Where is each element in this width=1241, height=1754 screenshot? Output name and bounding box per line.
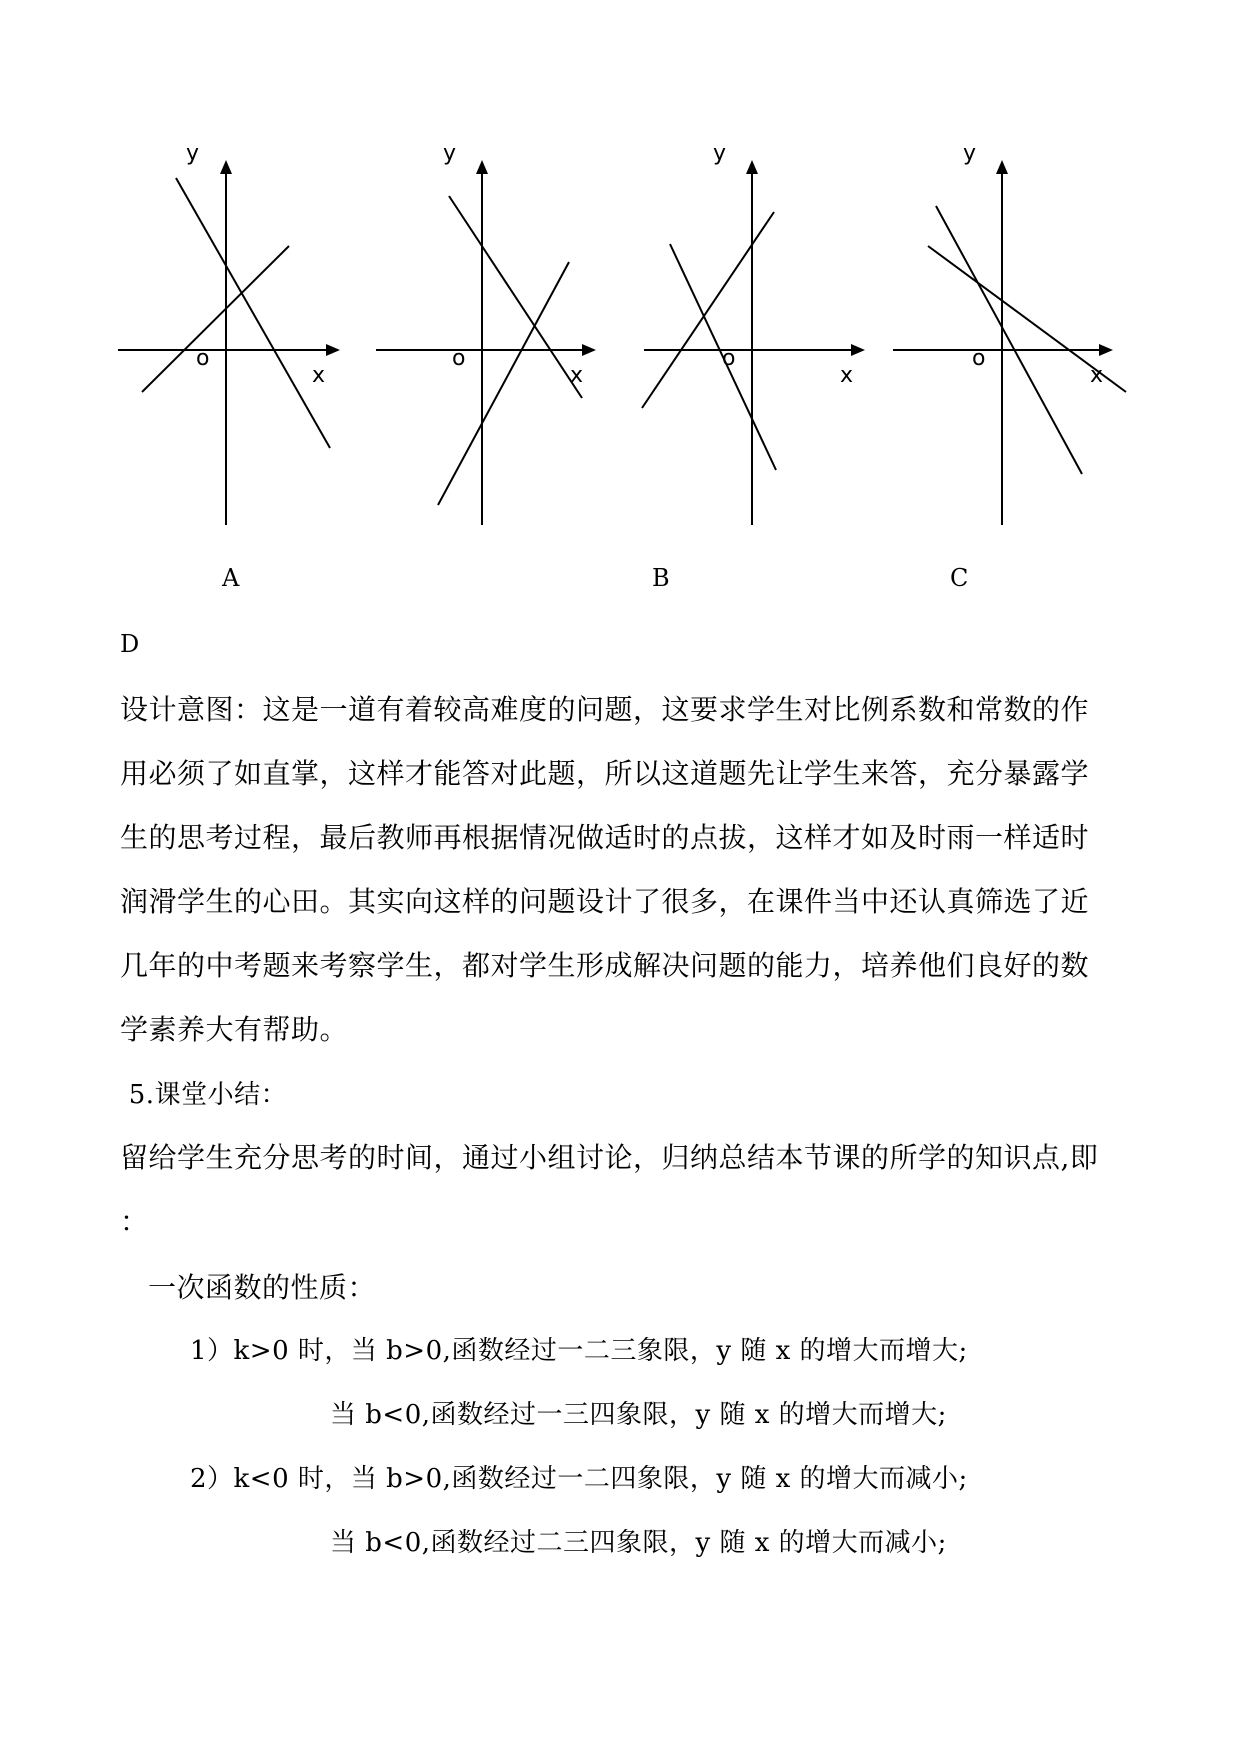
graph-c-x-label: x [840,363,854,388]
rule-line: 1）k>0 时，当 b>0,函数经过一二三象限，y 随 x 的增大而增大; [190,1336,968,1366]
graph-d [893,141,1126,525]
summary-line: ： [120,1205,149,1238]
graph-b-origin-label: o [452,346,466,371]
option-a-label: A [222,564,240,592]
paragraph-line: 润滑学生的心田。其实向这样的问题设计了很多，在课件当中还认真筛选了近 [120,885,1090,918]
function-graphs [0,0,1241,620]
graph-c-y-label: y [713,141,727,166]
graph-c [642,141,865,525]
graph-b [376,141,596,525]
properties-title: 一次函数的性质： [148,1271,377,1304]
graph-d-y-label: y [963,141,977,166]
rule-line: 2）k<0 时，当 b>0,函数经过一二四象限，y 随 x 的增大而减小; [190,1464,968,1494]
paragraph-line: 用必须了如直掌，这样才能答对此题，所以这道题先让学生来答，充分暴露学 [120,757,1090,790]
graph-b-x-label: x [570,363,584,388]
graph-d-origin-label: o [972,346,986,371]
graph-a-x-label: x [312,363,326,388]
graph-c-origin-label: o [722,346,736,371]
section-5-title: 5.课堂小结： [120,1080,288,1110]
rule-line: 当 b<0,函数经过二三四象限，y 随 x 的增大而减小; [330,1528,947,1558]
option-d-label: D [120,630,140,658]
graph-b-y-label: y [443,141,457,166]
graph-a [118,141,340,525]
paragraph-line: 几年的中考题来考察学生，都对学生形成解决问题的能力，培养他们良好的数 [120,949,1090,982]
option-c-label: C [950,564,969,592]
option-b-label: B [652,564,670,592]
graph-a-y-label: y [186,141,200,166]
rule-line: 当 b<0,函数经过一三四象限，y 随 x 的增大而增大; [330,1400,947,1430]
graph-a-origin-label: o [196,346,210,371]
paragraph-line: 生的思考过程，最后教师再根据情况做适时的点拔，这样才如及时雨一样适时 [120,821,1090,854]
paragraph-line: 设计意图：这是一道有着较高难度的问题，这要求学生对比例系数和常数的作 [120,693,1090,726]
paragraph-line: 学素养大有帮助。 [120,1013,349,1046]
graph-d-x-label: x [1090,363,1104,388]
summary-line: 留给学生充分思考的时间，通过小组讨论，归纳总结本节课的所学的知识点,即 [120,1141,1099,1174]
